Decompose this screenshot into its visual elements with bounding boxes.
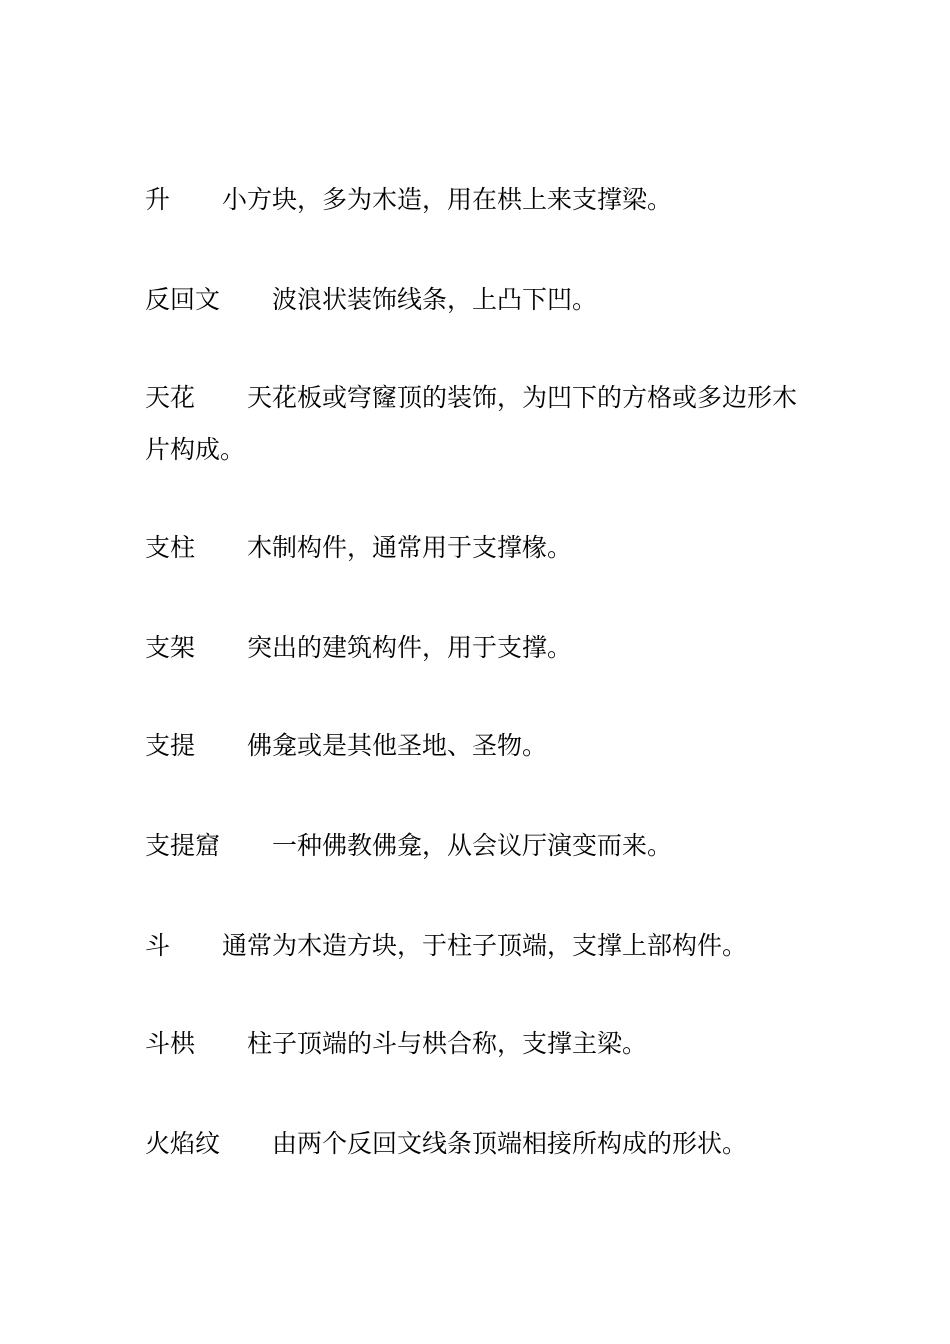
glossary-definition: 波浪状装饰线条，上凸下凹。 bbox=[272, 285, 598, 314]
glossary-entry bbox=[145, 720, 815, 772]
glossary-entry bbox=[145, 274, 815, 326]
glossary-entry bbox=[145, 622, 815, 674]
glossary-term: 支架 bbox=[145, 633, 196, 662]
glossary-entry bbox=[145, 522, 815, 574]
glossary-term: 天花 bbox=[145, 383, 196, 412]
glossary-entry bbox=[145, 372, 815, 476]
glossary-definition: 佛龛或是其他圣地、圣物。 bbox=[247, 731, 548, 760]
glossary-definition: 天花板或穹窿顶的装饰，为凹下的方格或多边形木片构成。 bbox=[145, 383, 798, 464]
glossary-entry bbox=[145, 1118, 815, 1170]
glossary-definition: 通常为木造方块，于柱子顶端，支撑上部构件。 bbox=[222, 931, 748, 960]
glossary-definition: 突出的建筑构件，用于支撑。 bbox=[247, 633, 573, 662]
glossary-term: 支提窟 bbox=[145, 831, 221, 860]
glossary-entry bbox=[145, 174, 815, 226]
glossary-term: 支柱 bbox=[145, 533, 196, 562]
glossary-term: 火焰纹 bbox=[145, 1129, 221, 1158]
glossary-term: 反回文 bbox=[145, 285, 221, 314]
glossary-entry bbox=[145, 820, 815, 872]
glossary-definition: 一种佛教佛龛，从会议厅演变而来。 bbox=[272, 831, 673, 860]
glossary-term: 斗 bbox=[145, 931, 171, 960]
glossary-definition: 由两个反回文线条顶端相接所构成的形状。 bbox=[272, 1129, 748, 1158]
glossary-definition: 小方块，多为木造，用在栱上来支撑梁。 bbox=[222, 185, 673, 214]
glossary-term: 升 bbox=[145, 185, 171, 214]
glossary-term: 斗栱 bbox=[145, 1029, 196, 1058]
glossary-entry bbox=[145, 920, 815, 972]
glossary-definition: 木制构件，通常用于支撑椽。 bbox=[247, 533, 573, 562]
glossary-definition: 柱子顶端的斗与栱合称，支撑主梁。 bbox=[247, 1029, 648, 1058]
glossary-term: 支提 bbox=[145, 731, 196, 760]
glossary-entry bbox=[145, 1018, 815, 1070]
